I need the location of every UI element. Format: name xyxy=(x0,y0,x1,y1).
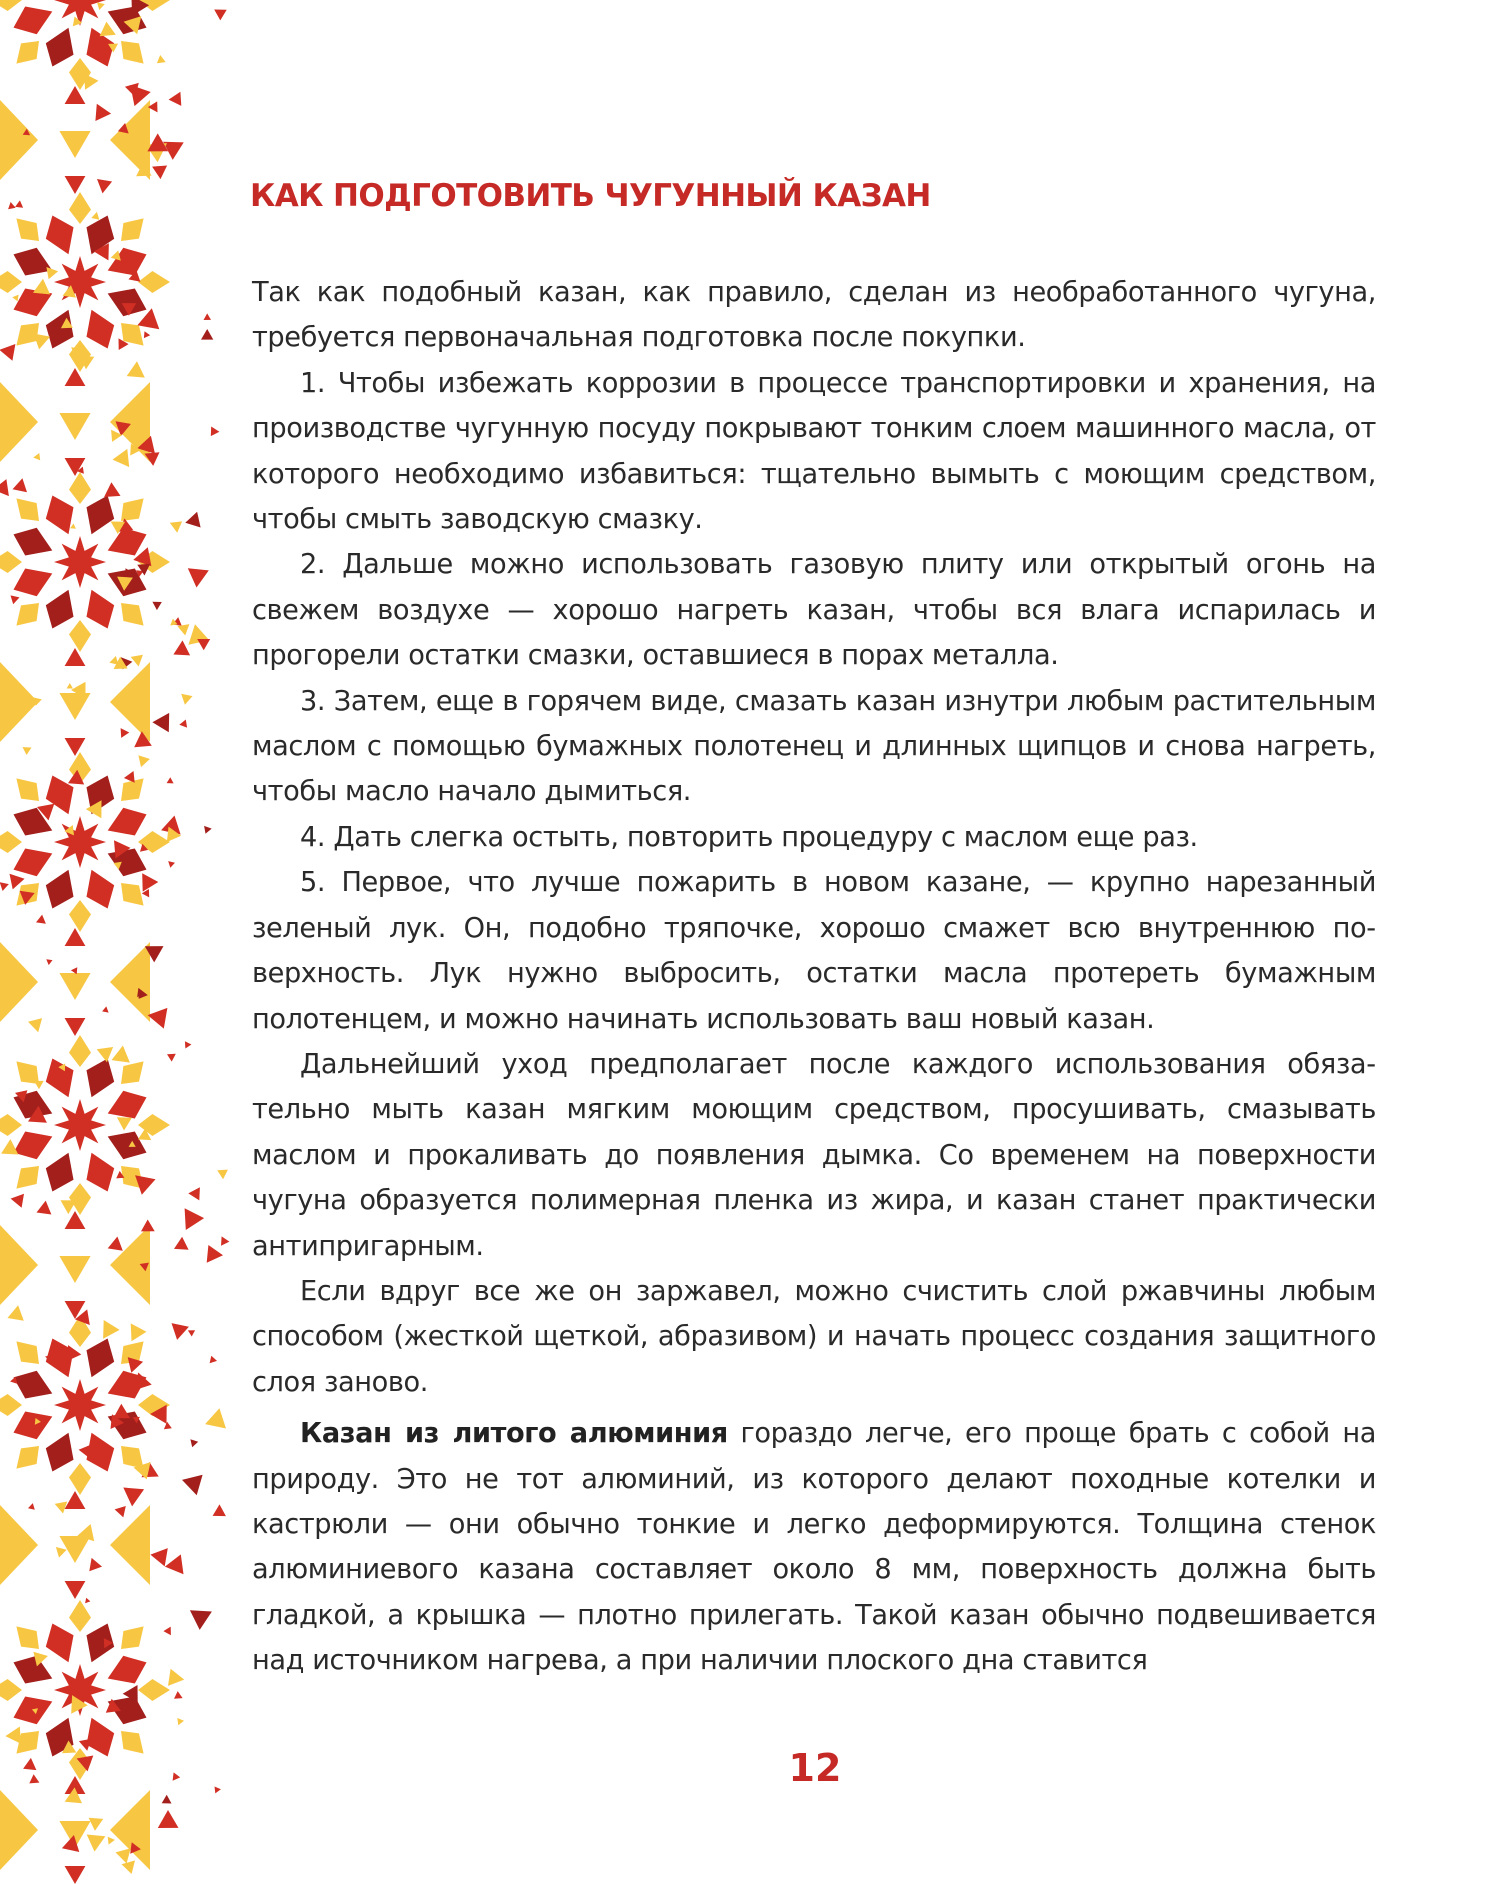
triangle-shape xyxy=(15,200,23,207)
kite-shape xyxy=(87,496,115,535)
kite-shape xyxy=(69,1600,91,1632)
triangle-shape xyxy=(138,755,150,767)
triangle-shape xyxy=(217,1170,228,1180)
triangle-shape xyxy=(181,694,192,705)
star-shape xyxy=(54,1099,106,1151)
triangle-shape xyxy=(0,882,9,891)
triangle-shape xyxy=(46,267,58,279)
rust-paragraph: Если вдруг все же он заржавел, можно счистить слой ржавчины любым способом (жесткой щеткой, абразивом) и начать процесс создания защитного слоя заново. xyxy=(252,1275,1376,1398)
triangle-shape xyxy=(56,1547,67,1558)
triangle-shape xyxy=(28,1018,42,1032)
triangle-shape xyxy=(128,1357,143,1373)
step-5: 5. Первое, что лучше пожарить в новом казане, — крупно нарезанный зеленый лук. Он, подобно тряпочке, хорошо смажет всю внутреннюю поверхность. Лук нужно выбросить, остатки масла протереть бумажным полотенцем, и можно начинать использовать ваш новый казан. xyxy=(252,867,1376,1035)
kite-shape xyxy=(16,1166,39,1189)
triangle-shape xyxy=(167,1054,176,1062)
kite-shape xyxy=(69,192,91,224)
kite-shape xyxy=(46,1153,74,1192)
triangle-shape xyxy=(162,1795,172,1804)
kite-shape xyxy=(16,1446,39,1469)
triangle-shape xyxy=(188,568,209,587)
triangle-shape xyxy=(65,368,86,386)
triangle-shape xyxy=(144,331,150,338)
triangle-shape xyxy=(103,1320,120,1339)
triangle-shape xyxy=(213,1504,226,1516)
triangle-shape xyxy=(170,521,182,532)
triangle-shape xyxy=(185,512,200,528)
care-paragraph: Дальнейший уход предполагает после каждого использования обязательно мыть казан мягким моющим средством, просушивать, смазывать маслом и прокаливать до появления дымка. Со временем на поверхности чугуна образуется полимерная пленка из жира, и казан станет практически антипригарным. xyxy=(252,1048,1376,1262)
triangle-shape xyxy=(65,738,86,756)
triangle-shape xyxy=(11,1194,24,1208)
kite-shape xyxy=(46,870,74,909)
star-shape xyxy=(54,536,106,588)
bowtie-shape xyxy=(0,662,38,742)
triangle-shape xyxy=(210,1356,217,1364)
triangle-shape xyxy=(188,1330,195,1336)
kite-shape xyxy=(14,1656,53,1684)
triangle-shape xyxy=(148,1008,168,1029)
step-3: 3. Затем, еще в горячем виде, смазать казан изнутри любым растительным маслом с помощью бумажных полотенец и длинных щипцов и снова нагреть, чтобы масло начало дымиться. xyxy=(252,685,1376,808)
triangle-shape xyxy=(28,1503,35,1510)
triangle-shape xyxy=(115,1506,126,1517)
kite-shape xyxy=(46,496,74,535)
kite-shape xyxy=(69,620,91,652)
triangle-shape xyxy=(97,179,112,193)
aluminum-paragraph xyxy=(252,1411,1376,1683)
star-shape xyxy=(54,1379,106,1431)
triangle-shape xyxy=(157,55,166,63)
triangle-shape xyxy=(182,1475,203,1495)
bowtie-shape xyxy=(0,100,38,180)
kite-shape xyxy=(138,1679,170,1701)
kite-shape xyxy=(0,271,22,293)
bowtie-shape xyxy=(110,662,150,742)
triangle-shape xyxy=(37,1201,52,1215)
triangle-shape xyxy=(137,308,159,329)
kite-shape xyxy=(16,603,39,626)
kite-shape xyxy=(87,310,115,349)
triangle-shape xyxy=(177,1718,184,1725)
kite-shape xyxy=(46,1059,74,1098)
kite-shape xyxy=(108,1656,147,1684)
step-2: 2. Дальше можно использовать газовую плиту или открытый огонь на свежем воздухе — хорошо нагреть казан, чтобы вся влага испарилась и прогорели остатки смазки, оставшиеся в порах металла. xyxy=(252,549,1376,672)
triangle-shape xyxy=(65,648,86,666)
triangle-shape xyxy=(122,1860,136,1874)
kite-shape xyxy=(69,1035,91,1067)
triangle-shape xyxy=(55,1502,67,1514)
kite-shape xyxy=(46,1624,74,1663)
kite-shape xyxy=(87,1153,115,1192)
kite-shape xyxy=(14,1412,53,1440)
triangle-shape xyxy=(205,1408,226,1428)
triangle-shape xyxy=(167,777,174,783)
triangle-shape xyxy=(113,1404,130,1419)
triangle-shape xyxy=(100,22,116,37)
triangle-shape xyxy=(34,334,51,350)
triangle-shape xyxy=(158,1810,179,1828)
kite-shape xyxy=(87,590,115,629)
kite-shape xyxy=(121,778,144,801)
triangle-shape xyxy=(214,10,227,21)
triangle-shape xyxy=(59,413,90,440)
triangle-shape xyxy=(204,313,212,320)
kite-shape xyxy=(0,0,22,11)
kite-shape xyxy=(14,1371,53,1399)
triangle-shape xyxy=(36,915,46,924)
triangle-shape xyxy=(117,1117,132,1130)
triangle-shape xyxy=(0,344,15,361)
section-heading: КАК ПОДГОТОВИТЬ ЧУГУННЫЙ КАЗАН xyxy=(250,178,931,214)
kite-shape xyxy=(14,528,53,556)
triangle-shape xyxy=(173,640,190,655)
triangle-shape xyxy=(12,295,18,302)
triangle-shape xyxy=(1,1139,18,1154)
triangle-shape xyxy=(85,1598,90,1604)
step-4: 4. Дать слегка остыть, повторить процедуру с маслом еще раз. xyxy=(300,821,1198,853)
triangle-shape xyxy=(116,1848,131,1863)
kite-shape xyxy=(0,551,22,573)
kite-shape xyxy=(121,498,144,521)
triangle-shape xyxy=(141,1220,155,1232)
triangle-shape xyxy=(95,104,111,121)
triangle-shape xyxy=(46,959,52,965)
triangle-shape xyxy=(131,655,143,667)
kite-shape xyxy=(46,216,74,255)
bowtie-shape xyxy=(0,382,38,462)
kite-shape xyxy=(14,569,53,597)
triangle-shape xyxy=(33,453,40,460)
kite-shape xyxy=(121,883,144,906)
triangle-shape xyxy=(142,873,158,891)
triangle-shape xyxy=(91,212,99,220)
triangle-shape xyxy=(59,973,90,1000)
triangle-shape xyxy=(111,250,121,260)
triangle-shape xyxy=(190,1610,212,1630)
triangle-shape xyxy=(13,478,28,492)
triangle-shape xyxy=(97,2,105,10)
triangle-shape xyxy=(163,1627,171,1636)
triangle-shape xyxy=(104,482,120,497)
kite-shape xyxy=(138,271,170,293)
triangle-shape xyxy=(131,1323,147,1341)
triangle-shape xyxy=(207,1245,223,1263)
kite-shape xyxy=(69,1183,91,1215)
triangle-shape xyxy=(65,1211,86,1229)
kite-shape xyxy=(108,808,147,836)
triangle-shape xyxy=(185,1041,192,1048)
triangle-shape xyxy=(108,1837,115,1845)
triangle-shape xyxy=(221,1236,229,1245)
triangle-shape xyxy=(59,1256,90,1283)
triangle-shape xyxy=(174,1691,183,1699)
kite-shape xyxy=(108,849,147,877)
triangle-shape xyxy=(0,479,9,496)
triangle-shape xyxy=(185,1208,205,1230)
triangle-shape xyxy=(123,1488,144,1507)
aluminum-term: Казан из литого алюминия xyxy=(300,1418,728,1450)
triangle-shape xyxy=(89,1818,104,1831)
triangle-shape xyxy=(67,683,73,689)
triangle-shape xyxy=(65,1866,86,1884)
kite-shape xyxy=(14,248,53,276)
star-shape xyxy=(54,256,106,308)
triangle-shape xyxy=(34,1081,44,1089)
triangle-shape xyxy=(211,427,220,437)
triangle-shape xyxy=(152,602,161,610)
triangle-shape xyxy=(11,595,20,604)
kite-shape xyxy=(16,41,39,64)
triangle-shape xyxy=(150,1548,167,1566)
triangle-shape xyxy=(204,826,212,834)
kite-shape xyxy=(16,778,39,801)
intro-paragraph: Так как подобный казан, как правило, сделан из необработанного чугуна, требуется первоначальная подготовка после покупки. xyxy=(252,277,1376,354)
kite-shape xyxy=(87,1059,115,1098)
kite-shape xyxy=(87,1433,115,1472)
kite-shape xyxy=(121,218,144,241)
triangle-shape xyxy=(108,1237,123,1251)
triangle-shape xyxy=(59,131,90,158)
triangle-shape xyxy=(8,1305,24,1321)
triangle-shape xyxy=(67,1345,82,1361)
triangle-shape xyxy=(65,1581,86,1599)
triangle-shape xyxy=(87,1835,106,1852)
triangle-shape xyxy=(113,449,130,467)
triangle-shape xyxy=(121,728,130,738)
kite-shape xyxy=(46,28,74,67)
triangle-shape xyxy=(197,639,210,650)
page-number: 12 xyxy=(788,1746,842,1790)
kite-shape xyxy=(108,7,147,35)
triangle-shape xyxy=(8,202,16,209)
kite-shape xyxy=(16,1061,39,1084)
bowtie-shape xyxy=(0,942,38,1022)
triangle-shape xyxy=(177,624,189,635)
triangle-shape xyxy=(59,693,90,720)
triangle-shape xyxy=(172,1323,189,1340)
kite-shape xyxy=(108,248,147,276)
star-shape xyxy=(54,816,106,868)
triangle-shape xyxy=(5,1727,21,1744)
decorative-ornament-border xyxy=(0,0,230,1884)
kite-shape xyxy=(0,1114,22,1136)
kite-shape xyxy=(0,831,22,853)
kite-shape xyxy=(121,603,144,626)
triangle-shape xyxy=(65,458,86,476)
kite-shape xyxy=(14,1132,53,1160)
triangle-shape xyxy=(84,74,98,90)
triangle-shape xyxy=(65,1491,86,1509)
bowtie-shape xyxy=(0,1790,38,1870)
kite-shape xyxy=(121,1626,144,1649)
triangle-shape xyxy=(127,361,145,377)
step-1: 1. Чтобы избежать коррозии в процессе транспортировки и хранения, на производстве чугунную посуду покрывают тонким слоем машинного масла, от которого необходимо избавиться: тщательно вымыть с моющим средством, чтобы смыть заводскую смазку. xyxy=(252,367,1376,536)
kite-shape xyxy=(46,310,74,349)
triangle-shape xyxy=(188,1187,200,1200)
article-body xyxy=(252,270,1376,1684)
aluminum-text: гораздо легче, его проще брать с собой на природу. Это не тот алюминий, из которого делают походные котелки и кастрюли — они обычно тонкие и легко деформируются. Толщина стенок алюминиевого казана составляет около 8 мм, поверхность должна быть гладкой, а крышка — плотно прилегать. Такой казан обычно подвешивается над источником нагрева, а при наличии плоского дна ставится xyxy=(252,1418,1376,1677)
bowtie-shape xyxy=(110,1505,150,1585)
kite-shape xyxy=(16,218,39,241)
kite-shape xyxy=(0,1394,22,1416)
triangle-shape xyxy=(65,928,86,946)
bowtie-shape xyxy=(0,1505,38,1585)
triangle-shape xyxy=(65,1018,86,1036)
triangle-shape xyxy=(179,720,187,728)
kite-shape xyxy=(121,1446,144,1469)
kite-shape xyxy=(0,1679,22,1701)
triangle-shape xyxy=(124,771,135,783)
bowtie-shape xyxy=(0,1225,38,1305)
kite-shape xyxy=(87,1339,115,1378)
kite-shape xyxy=(87,870,115,909)
triangle-shape xyxy=(190,1439,198,1447)
kite-shape xyxy=(16,1626,39,1649)
triangle-shape xyxy=(201,329,213,340)
triangle-shape xyxy=(152,166,167,180)
triangle-shape xyxy=(169,92,182,106)
triangle-shape xyxy=(168,1669,184,1686)
bowtie-shape xyxy=(110,942,150,1022)
triangle-shape xyxy=(23,747,32,755)
kite-shape xyxy=(14,849,53,877)
kite-shape xyxy=(46,1433,74,1472)
kite-shape xyxy=(121,41,144,64)
triangle-shape xyxy=(174,1237,189,1250)
triangle-shape xyxy=(65,86,86,104)
kite-shape xyxy=(46,590,74,629)
kite-shape xyxy=(69,472,91,504)
triangle-shape xyxy=(79,1444,92,1458)
triangle-shape xyxy=(89,1558,102,1571)
triangle-shape xyxy=(65,176,86,194)
kite-shape xyxy=(121,1061,144,1084)
triangle-shape xyxy=(145,452,160,466)
triangle-shape xyxy=(152,713,169,732)
kite-shape xyxy=(108,1091,147,1119)
bowtie-shape xyxy=(110,1790,150,1870)
triangle-shape xyxy=(168,861,175,868)
triangle-shape xyxy=(70,524,76,529)
triangle-shape xyxy=(112,1046,130,1063)
kite-shape xyxy=(108,528,147,556)
triangle-shape xyxy=(61,1200,77,1214)
triangle-shape xyxy=(33,279,50,295)
kite-shape xyxy=(16,1341,39,1364)
triangle-shape xyxy=(102,1006,109,1012)
triangle-shape xyxy=(97,1047,113,1062)
triangle-shape xyxy=(165,1554,184,1574)
kite-shape xyxy=(69,1463,91,1495)
kite-shape xyxy=(16,498,39,521)
kite-shape xyxy=(69,900,91,932)
